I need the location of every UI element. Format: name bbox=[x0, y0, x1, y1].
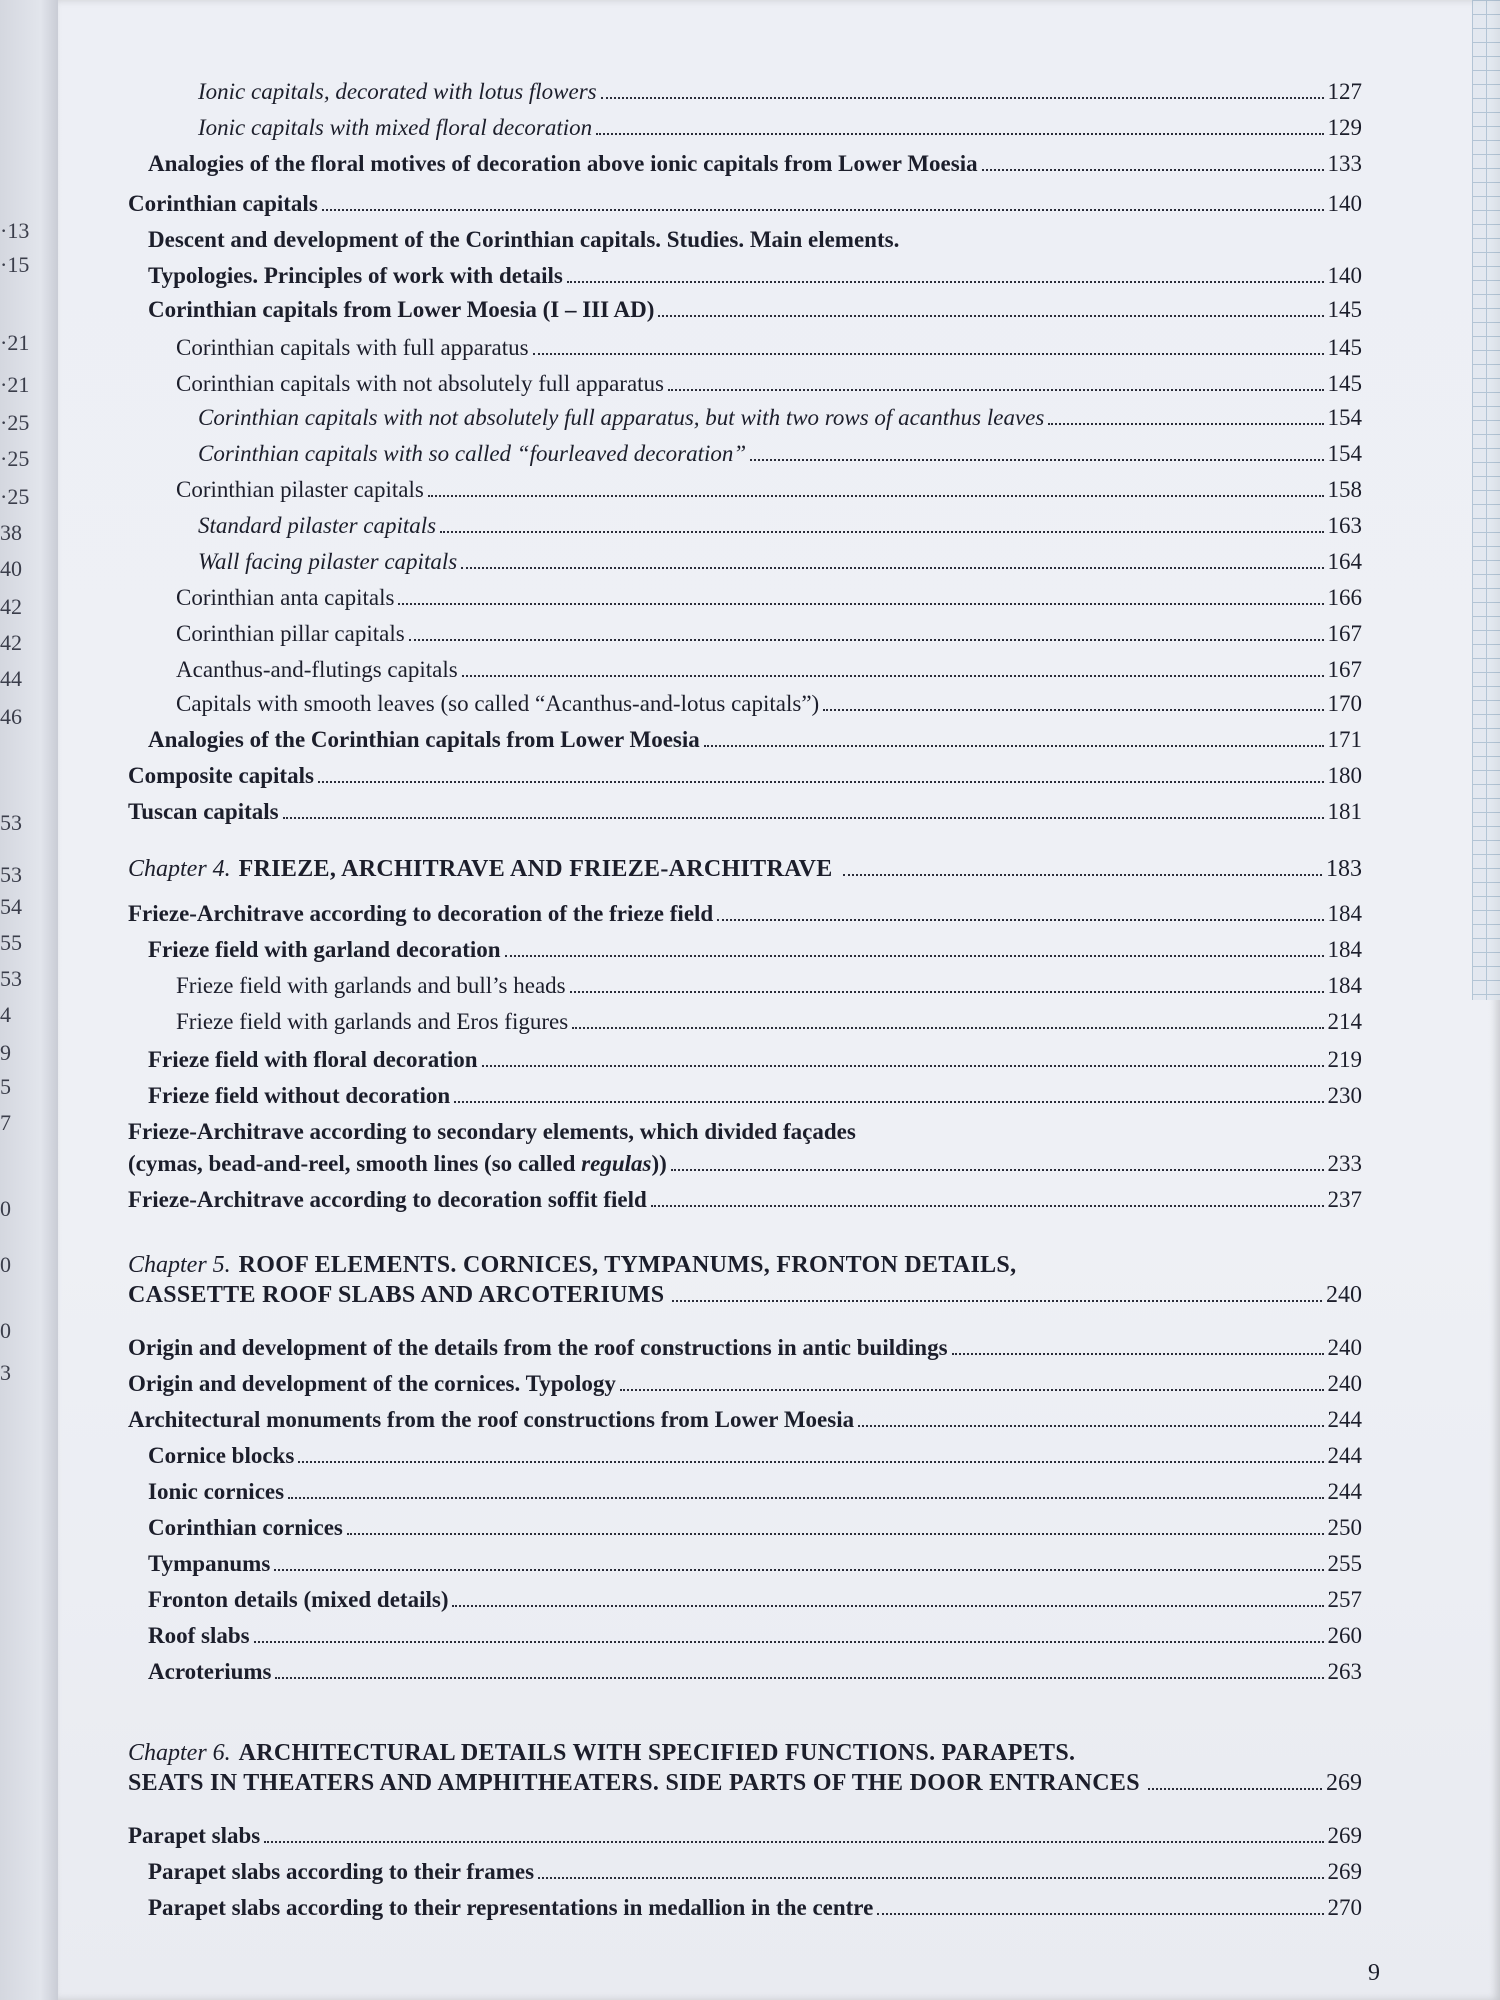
toc-entry-title: Ionic capitals, decorated with lotus flowers bbox=[198, 79, 597, 104]
toc-entry[interactable] bbox=[176, 620, 1362, 648]
toc-entry-title: Origin and development of the details from the roof constructions in antic buildings bbox=[128, 1335, 948, 1360]
chapter-label: Chapter 5. bbox=[128, 1252, 231, 1278]
toc-entry[interactable] bbox=[198, 78, 1362, 106]
chapter-title: ARCHITECTURAL DETAILS WITH SPECIFIED FUNCTIONS. PARAPETS. bbox=[238, 1740, 1076, 1766]
dot-leader bbox=[952, 1353, 1324, 1355]
toc-entry-title: Descent and development of the Corinthian capitals. Studies. Main elements. bbox=[148, 227, 900, 252]
dot-leader bbox=[651, 1205, 1324, 1207]
toc-entry-title: (cymas, bead-and-reel, smooth lines (so called regulas)) bbox=[128, 1151, 667, 1176]
chapter-title-continued: CASSETTE ROOF SLABS AND ARCOTERIUMS bbox=[128, 1282, 665, 1308]
margin-number: 44 bbox=[0, 666, 22, 691]
margin-number: 42 bbox=[0, 594, 22, 619]
dot-leader bbox=[254, 1641, 1324, 1643]
toc-entry[interactable] bbox=[148, 1478, 1362, 1506]
toc-entry[interactable] bbox=[148, 1514, 1362, 1542]
toc-entry-title: Ionic cornices bbox=[148, 1479, 285, 1504]
toc-entry[interactable] bbox=[128, 1334, 1362, 1362]
margin-number: 0 bbox=[0, 1252, 11, 1277]
chapter-heading[interactable] bbox=[128, 854, 1362, 884]
page-number: 9 bbox=[1368, 1960, 1380, 1986]
toc-page-number: 233 bbox=[1327, 1151, 1362, 1176]
toc-entry[interactable] bbox=[148, 1586, 1362, 1614]
chapter-heading[interactable] bbox=[128, 1250, 1362, 1310]
toc-page-number: 184 bbox=[1327, 937, 1362, 962]
toc-page-number: 263 bbox=[1327, 1659, 1362, 1684]
dot-leader bbox=[505, 955, 1324, 957]
toc-entry-title: Analogies of the Corinthian capitals from Lower Moesia bbox=[148, 727, 700, 752]
toc-entry[interactable] bbox=[148, 262, 1362, 290]
toc-entry-title: Acroteriums bbox=[148, 1659, 272, 1684]
toc-entry-title: Typologies. Principles of work with details bbox=[148, 263, 563, 288]
dot-leader bbox=[533, 353, 1324, 355]
toc-entry[interactable] bbox=[176, 972, 1362, 1000]
toc-page-number: 145 bbox=[1327, 371, 1362, 396]
margin-number: ·21 bbox=[0, 330, 30, 355]
toc-entry[interactable] bbox=[148, 1894, 1362, 1922]
margin-number: 0 bbox=[0, 1318, 11, 1343]
dot-leader bbox=[672, 1300, 1322, 1302]
toc-page-number: 140 bbox=[1327, 263, 1362, 288]
toc-entry-title: Wall facing pilaster capitals bbox=[198, 549, 458, 574]
toc-page-number: 164 bbox=[1327, 549, 1362, 574]
chapter-title: FRIEZE, ARCHITRAVE AND FRIEZE-ARCHITRAVE bbox=[238, 856, 833, 882]
dot-leader bbox=[658, 315, 1323, 317]
dot-leader bbox=[275, 1677, 1323, 1679]
dot-leader bbox=[398, 603, 1323, 605]
margin-number: 0 bbox=[0, 1196, 11, 1221]
toc-page-number: 240 bbox=[1327, 1371, 1362, 1396]
toc-entry-title: Fronton details (mixed details) bbox=[148, 1587, 449, 1612]
toc-entry[interactable] bbox=[128, 1822, 1362, 1850]
toc-entry[interactable] bbox=[176, 476, 1362, 504]
toc-entry-title: Parapet slabs according to their frames bbox=[148, 1859, 535, 1884]
toc-entry-title: Parapet slabs bbox=[128, 1823, 261, 1848]
toc-entry-title: Corinthian capitals from Lower Moesia (I – III AD) bbox=[148, 297, 655, 322]
dot-leader bbox=[462, 675, 1324, 677]
toc-page-number: 244 bbox=[1327, 1479, 1362, 1504]
toc-page-number: 269 bbox=[1327, 1859, 1362, 1884]
dot-leader bbox=[322, 209, 1324, 211]
toc-page-number: 154 bbox=[1327, 405, 1362, 430]
toc-entry[interactable] bbox=[128, 1186, 1362, 1214]
dot-leader bbox=[572, 1027, 1323, 1029]
margin-number: 53 bbox=[0, 862, 22, 887]
toc-page-number: 167 bbox=[1327, 621, 1362, 646]
dot-leader bbox=[982, 169, 1324, 171]
margin-number: 46 bbox=[0, 704, 22, 729]
toc-entry-title: Ionic capitals with mixed floral decoration bbox=[198, 115, 593, 140]
margin-number: ·15 bbox=[0, 252, 30, 277]
dot-leader bbox=[461, 567, 1323, 569]
toc-entry[interactable] bbox=[198, 404, 1362, 432]
dot-leader bbox=[567, 281, 1324, 283]
toc-entry[interactable] bbox=[148, 1622, 1362, 1650]
toc-entry-title: Analogies of the floral motives of decoration above ionic capitals from Lower Moesia bbox=[148, 151, 978, 176]
toc-page-number: 181 bbox=[1327, 799, 1362, 824]
toc-entry-title: Corinthian pilaster capitals bbox=[176, 477, 424, 502]
toc-page-number: 170 bbox=[1327, 691, 1362, 716]
toc-entry[interactable] bbox=[176, 370, 1362, 398]
dot-leader bbox=[1048, 423, 1323, 425]
toc-page-number: 133 bbox=[1327, 151, 1362, 176]
toc-entry[interactable] bbox=[128, 762, 1362, 790]
toc-page-number: 180 bbox=[1327, 763, 1362, 788]
dot-leader bbox=[288, 1497, 1323, 1499]
toc-entry-title: Cornice blocks bbox=[148, 1443, 295, 1468]
toc-entry-title: Corinthian capitals bbox=[128, 191, 318, 216]
toc-entry-title: Corinthian cornices bbox=[148, 1515, 343, 1540]
toc-entry[interactable] bbox=[128, 900, 1362, 928]
dot-leader bbox=[717, 919, 1323, 921]
toc-entry-title: Roof slabs bbox=[148, 1623, 250, 1648]
margin-number: 4 bbox=[0, 1002, 11, 1027]
toc-page-number: 237 bbox=[1327, 1187, 1362, 1212]
dot-leader bbox=[440, 531, 1323, 533]
toc-entry-title: Frieze field with garlands and Eros figures bbox=[176, 1009, 569, 1034]
margin-number: ·21 bbox=[0, 372, 30, 397]
toc-entry-title: Tympanums bbox=[148, 1551, 271, 1576]
toc-page-number: 184 bbox=[1327, 973, 1362, 998]
toc-entry[interactable] bbox=[128, 1118, 1362, 1146]
toc-entry-title: Acanthus-and-flutings capitals bbox=[176, 657, 458, 682]
toc-entry[interactable] bbox=[148, 296, 1362, 324]
margin-number: 3 bbox=[0, 1360, 11, 1385]
toc-entry[interactable] bbox=[128, 1370, 1362, 1398]
dot-leader bbox=[264, 1841, 1323, 1843]
dot-leader bbox=[858, 1425, 1323, 1427]
margin-number: 54 bbox=[0, 894, 22, 919]
toc-page-number: 154 bbox=[1327, 441, 1362, 466]
toc-page-number: 167 bbox=[1327, 657, 1362, 682]
toc-entry[interactable] bbox=[198, 440, 1362, 468]
toc-page-number: 214 bbox=[1327, 1009, 1362, 1034]
toc-entry[interactable] bbox=[176, 584, 1362, 612]
chapter-label: Chapter 4. bbox=[128, 856, 231, 882]
toc-entry-title: Frieze-Architrave according to decoration soffit field bbox=[128, 1187, 647, 1212]
toc-entry[interactable] bbox=[176, 1008, 1362, 1036]
margin-number: 9 bbox=[0, 1040, 11, 1065]
toc-page-number: 230 bbox=[1327, 1083, 1362, 1108]
toc-page-number: 255 bbox=[1327, 1551, 1362, 1576]
dot-leader bbox=[1148, 1788, 1322, 1790]
dot-leader bbox=[283, 817, 1324, 819]
toc-entry-title: Corinthian anta capitals bbox=[176, 585, 395, 610]
toc-entry-title: Corinthian capitals with full apparatus bbox=[176, 335, 529, 360]
toc-page-number: 269 bbox=[1327, 1823, 1362, 1848]
margin-number: 38 bbox=[0, 520, 22, 545]
margin-number: 7 bbox=[0, 1110, 11, 1135]
toc-page-number: 163 bbox=[1327, 513, 1362, 538]
toc-entry-title: Corinthian pillar capitals bbox=[176, 621, 405, 646]
dot-leader bbox=[570, 991, 1324, 993]
dot-leader bbox=[877, 1913, 1323, 1915]
toc-page-number: 140 bbox=[1327, 191, 1362, 216]
chapter-page-number: 269 bbox=[1326, 1770, 1362, 1796]
toc-entry[interactable] bbox=[148, 726, 1362, 754]
toc-entry[interactable] bbox=[128, 798, 1362, 826]
dot-leader bbox=[347, 1533, 1324, 1535]
toc-entry[interactable] bbox=[148, 1858, 1362, 1886]
toc-entry-title: Frieze field with garlands and bull’s heads bbox=[176, 973, 566, 998]
toc-page-number: 127 bbox=[1327, 79, 1362, 104]
dot-leader bbox=[482, 1065, 1324, 1067]
toc-page-number: 244 bbox=[1327, 1443, 1362, 1468]
toc-page-number: 219 bbox=[1327, 1047, 1362, 1072]
chapter-label: Chapter 6. bbox=[128, 1740, 231, 1766]
toc-entry[interactable] bbox=[148, 1550, 1362, 1578]
toc-page-number: 145 bbox=[1327, 297, 1362, 322]
toc-entry[interactable] bbox=[148, 1658, 1362, 1686]
toc-page-number: 184 bbox=[1327, 901, 1362, 926]
chapter-title: ROOF ELEMENTS. CORNICES, TYMPANUMS, FRONTON DETAILS, bbox=[238, 1252, 1017, 1278]
margin-number: 5 bbox=[0, 1074, 11, 1099]
toc-entry-title: Capitals with smooth leaves (so called “Acanthus-and-lotus capitals”) bbox=[176, 691, 820, 716]
toc-page-number: 240 bbox=[1327, 1335, 1362, 1360]
dot-leader bbox=[318, 781, 1324, 783]
chapter-page-number: 240 bbox=[1326, 1282, 1362, 1308]
toc-entry[interactable] bbox=[176, 690, 1362, 718]
toc-page-number: 158 bbox=[1327, 477, 1362, 502]
dot-leader bbox=[452, 1605, 1323, 1607]
toc-entry[interactable] bbox=[198, 512, 1362, 540]
toc-entry-title: Standard pilaster capitals bbox=[198, 513, 437, 538]
toc-entry[interactable] bbox=[176, 334, 1362, 362]
chapter-page-number: 183 bbox=[1326, 856, 1362, 882]
margin-number: 55 bbox=[0, 930, 22, 955]
toc-page-number: 171 bbox=[1327, 727, 1362, 752]
toc-page-number: 145 bbox=[1327, 335, 1362, 360]
toc-entry[interactable] bbox=[148, 1442, 1362, 1470]
toc-entry[interactable] bbox=[198, 548, 1362, 576]
toc-page-number: 257 bbox=[1327, 1587, 1362, 1612]
toc-entry[interactable] bbox=[148, 150, 1362, 178]
toc-page-number: 260 bbox=[1327, 1623, 1362, 1648]
toc-entry[interactable] bbox=[198, 114, 1362, 142]
toc-entry-title: Corinthian capitals with not absolutely full apparatus bbox=[176, 371, 665, 396]
toc-entry[interactable] bbox=[148, 1082, 1362, 1110]
chapter-title-continued: SEATS IN THEATERS AND AMPHITHEATERS. SIDE PARTS OF THE DOOR ENTRANCES bbox=[128, 1770, 1140, 1796]
toc-entry-title: Architectural monuments from the roof constructions from Lower Moesia bbox=[128, 1407, 855, 1432]
dot-leader bbox=[454, 1101, 1323, 1103]
dot-leader bbox=[274, 1569, 1323, 1571]
toc-entry[interactable] bbox=[176, 656, 1362, 684]
chapter-heading[interactable] bbox=[128, 1738, 1362, 1798]
toc-entry-title: Tuscan capitals bbox=[128, 799, 279, 824]
dot-leader bbox=[601, 97, 1324, 99]
dot-leader bbox=[750, 459, 1323, 461]
margin-number: 53 bbox=[0, 966, 22, 991]
margin-number: 53 bbox=[0, 810, 22, 835]
dot-leader bbox=[671, 1169, 1324, 1171]
toc-entry[interactable] bbox=[148, 226, 1362, 254]
margin-number: ·25 bbox=[0, 446, 30, 471]
toc-entry-title: Composite capitals bbox=[128, 763, 314, 788]
toc-entry[interactable] bbox=[148, 1046, 1362, 1074]
dot-leader bbox=[538, 1877, 1323, 1879]
dot-leader bbox=[620, 1389, 1324, 1391]
toc-entry[interactable] bbox=[128, 190, 1362, 218]
toc-page-number: 270 bbox=[1327, 1895, 1362, 1920]
toc-entry-emphasis: regulas bbox=[581, 1151, 652, 1176]
dot-leader bbox=[704, 745, 1324, 747]
toc-entry-title: Frieze field with garland decoration bbox=[148, 937, 501, 962]
dot-leader bbox=[596, 133, 1323, 135]
toc-page-number: 250 bbox=[1327, 1515, 1362, 1540]
margin-number: 40 bbox=[0, 556, 22, 581]
toc-page-number: 129 bbox=[1327, 115, 1362, 140]
toc-entry[interactable] bbox=[128, 1150, 1362, 1178]
dot-leader bbox=[428, 495, 1324, 497]
dot-leader bbox=[668, 389, 1323, 391]
toc-entry-title: Parapet slabs according to their representations in medallion in the centre bbox=[148, 1895, 874, 1920]
dot-leader bbox=[298, 1461, 1323, 1463]
dot-leader bbox=[843, 874, 1322, 876]
toc-entry-title: Frieze-Architrave according to secondary elements, which divided façades bbox=[128, 1119, 856, 1144]
dot-leader bbox=[409, 639, 1324, 641]
toc-entry[interactable] bbox=[128, 1406, 1362, 1434]
margin-number: ·25 bbox=[0, 484, 30, 509]
toc-entry-title: Corinthian capitals with so called “fourleaved decoration” bbox=[198, 441, 747, 466]
toc-entry-title: Frieze-Architrave according to decoration of the frieze field bbox=[128, 901, 714, 926]
margin-number: 42 bbox=[0, 630, 22, 655]
toc-page-number: 244 bbox=[1327, 1407, 1362, 1432]
toc-entry-title: Origin and development of the cornices. Typology bbox=[128, 1371, 616, 1396]
margin-number: ·13 bbox=[0, 218, 30, 243]
toc-page-number: 166 bbox=[1327, 585, 1362, 610]
toc-entry-title: Frieze field with floral decoration bbox=[148, 1047, 478, 1072]
margin-number: ·25 bbox=[0, 410, 30, 435]
toc-entry-title: Corinthian capitals with not absolutely full apparatus, but with two rows of acanthus leaves bbox=[198, 405, 1045, 430]
dot-leader bbox=[823, 709, 1323, 711]
toc-entry[interactable] bbox=[148, 936, 1362, 964]
toc-entry-title: Frieze field without decoration bbox=[148, 1083, 451, 1108]
